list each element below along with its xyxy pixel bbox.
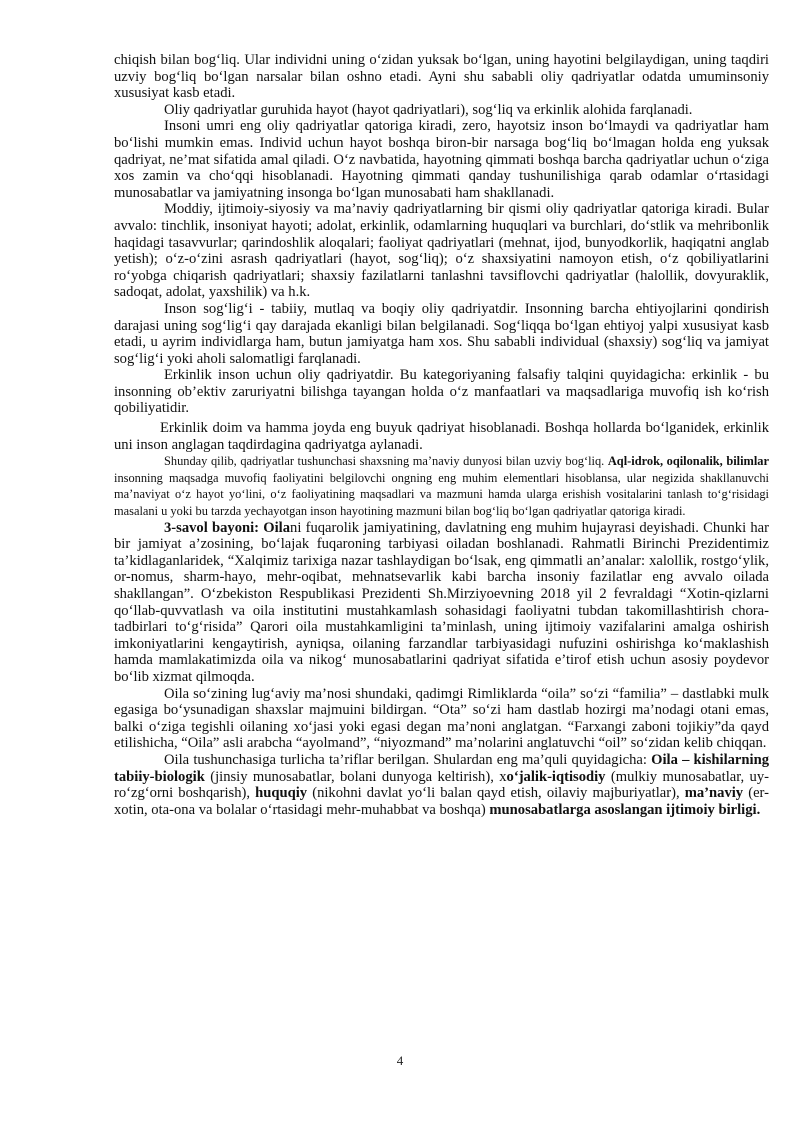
paragraph: Moddiy, ijtimoiy-siyosiy va ma’naviy qadriyatlarning bir qismi oliy qadriyatlar qatoriga kiradi. Bular avvalo: tinchlik, insoniyat hayoti; adolat, erkinlik, odamlarning huquqlari va burchlari, do‘stlik va mehribonlik haqidagi tasavvurlar; qarindoshlik aloqalari; faoliyat qadriyatlari (mehnat, ijod, bunyodkorlik, haqiqatni anglab yetish); o‘z-o‘zini asrash qadriyatlari (hayot, sog‘liq); o‘z shaxsiyatini namoyon etish, o‘z qobiliyatlarini ro‘yobga chiqarish qadriyatlari; shaxsiy fazilatlarni tanlashni tavsiflovchi qadriyatlar (halollik, dovyuraklik, sadoqat, adolat, yaxshilik) va h.k. bbox=[114, 201, 769, 301]
paragraph: Erkinlik inson uchun oliy qadriyatdir. Bu kategoriyaning falsafiy talqini quyidagicha: erkinlik - bu insonning ob’ektiv zaruriyatni bilishga tayangan holda o‘z manfaatlari va maqsadlariga muvofiq ish ko‘rish qobiliyatidir. bbox=[114, 367, 769, 417]
question-heading: 3-savol bayoni: Oila bbox=[164, 519, 291, 536]
bold-phrase: huquqiy bbox=[255, 785, 308, 802]
paragraph: Oila tushunchasiga turlicha ta’riflar berilgan. Shulardan eng ma’quli quyidagicha: Oila – kishilarning tabiiy-biologik (jinsiy munosabatlar, bolani dunyoga keltirish), xo‘jalik-iqtisodiy (mulkiy munosabatlar, uy-ro‘zg‘orni boshqarish), huquqiy (nikohni davlat yo‘li balan qayd etish, oilaviy majburiyatlar), ma’naviy (er-xotin, ota-ona va bolalar o‘rtasidagi mehr-muhabbat va boshqa) munosabatlarga asoslangan ijtimoiy birligi. bbox=[114, 751, 769, 818]
paragraph: 3-savol bayoni: Oilani fuqarolik jamiyatining, davlatning eng muhim hujayrasi deyishadi. Chunki har bir jamiyat a’zosining, bo‘lajak fuqaroning tarbiyasi oiladan boshlanadi. Rahmatli Birinchi Prezidentimiz ta’kidlaganlaridek, “Xalqimiz tarixiga nazar tashlaydigan bo‘lsak, eng qimmatli an’analar: xalollik, rostgo‘ylik, or-nomus, sharm-hayo, mehr-oqibat, mehnatsevarlik kabi barcha insoniy fazilatlar eng avvalo oilada shakllangan”. O‘zbekiston Respublikasi Prezidenti Sh.Mirziyoevning 2018 yil 2 fevraldagi “Xotin-qizlarni qo‘llab-quvvatlash va oila institutini mustahkamlash sohasidagi faoliyatni tubdan takomillashtirish chora-tadbirlari to‘g‘risida” Qarori oila mustahkamligini ta’minlash, uning ijtimoiy vazifalarini amalga oshirish imkoniyatlarini kengaytirish, ayniqsa, oilaning farzandlar tarbiyasidagi nufuzini oshirishga ko‘maklashish hamda mamlakatimizda oila va nikog‘ munosabatlarini qadriyat sifatida e’tirof etish uchun asosiy poydevor bo‘lib xizmat qilmoqda. bbox=[114, 519, 770, 685]
paragraph: Erkinlik doim va hamma joyda eng buyuk qadriyat hisoblanadi. Boshqa hollarda bo‘lganidek, erkinlik uni inson anglagan taqdirdagina qadriyatga aylanadi. bbox=[114, 420, 769, 453]
bold-phrase: Aql-idrok, oqilonalik, bilimlar bbox=[607, 454, 770, 469]
document-page bbox=[114, 52, 769, 818]
bold-phrase: Oila – kishilarning tabiiy-biologik bbox=[114, 751, 769, 785]
paragraph: Insoni umri eng oliy qadriyatlar qatoriga kiradi, zero, hayotsiz inson bo‘lmaydi va qadriyatlar ham bo‘lishi mumkin emas. Individ uchun hayot boshqa biron-bir narsaga bog‘liq bo‘lmagan holda eng yuksak qadriyat, ne’mat sifatida amal qiladi. O‘z navbatida, hayotning qimmati boshqa barcha qadriyatlar uchun o‘ziga xos zamin va cho‘qqi hisoblanadi. Hayotning qimmati qanday tushunilishiga qarab odamlar o‘rtasidagi munosabatlar va jamiyatning insonga bo‘lgan munosabati ham shakllanadi. bbox=[114, 118, 769, 201]
paragraph: Inson sog‘lig‘i - tabiiy, mutlaq va boqiy oliy qadriyatdir. Insonning barcha ehtiyojlarini qondirish darajasi uning sog‘lig‘i qay darajada ekanligi bilan belgilanadi. Sog‘liqqa bo‘lgan ehtiyoj yalpi xususiyat kasb etadi, u ayrim individlarga ham, butun jamiyatga ham xos. Shu sababli individual (shaxsiy) sog‘liq va jamiyat sog‘lig‘i yoki aholi salomatligi farqlanadi. bbox=[114, 300, 769, 367]
paragraph: Oila so‘zining lug‘aviy ma’nosi shundaki, qadimgi Rimliklarda “oila” so‘zi “familia” – dastlabki mulk egasiga bo‘ysunadigan shaxslar majmuini bildirgan. “Ota” so‘zi ham dastlab hozirgi ma’nodagi otani emas, balki o‘ziga tegishli oilaning xo‘jasi yoki egasi degan ma’noni anglatgan. “Farxangi zaboni tojikiy”da qayd etilishicha, “Oila” asli arabcha “ayolmand”, “niyozmand” ma’nolarini anglatuvchi “oil” so‘zidan kelib chiqqan. bbox=[114, 685, 769, 752]
bold-phrase: o‘jalik-iqtisodiy bbox=[506, 768, 606, 785]
bold-phrase: ma’naviy bbox=[684, 785, 744, 802]
page-number: 4 bbox=[396, 1053, 404, 1068]
bold-phrase: munosabatlarga asoslangan ijtimoiy birligi. bbox=[489, 801, 761, 818]
paragraph: Oliy qadriyatlar guruhida hayot (hayot qadriyatlari), sog‘liq va erkinlik alohida farqlanadi. bbox=[164, 101, 693, 118]
paragraph: chiqish bilan bog‘liq. Ular individni uning o‘zidan yuksak bo‘lgan, uning hayotini belgilaydigan, uning taqdiri uzviy bog‘liq bo‘lgan narsalar bilan oshno etadi. Ayni shu sababli oliy qadriyatlar odatda umuminsoniy xususiyat kasb etadi. bbox=[114, 52, 769, 102]
paragraph-small: Shunday qilib, qadriyatlar tushunchasi shaxsning ma’naviy dunyosi bilan uzviy bog‘liq. Aql-idrok, oqilonalik, bilimlar insonning maqsadga muvofiq faoliyatini belgilovchi ongning eng muhim elementlari hisoblansa, ular negizida shakllanuvchi ma’naviyat o‘z hayot yo‘lini, o‘z faoliyatining maqsadlari va mazmuni hamda ularga erishish vositalarini tanlash to‘g‘risidagi masalani u yoki bu tarzda yechayotgan inson hayotining mazmuni bilan bog‘liq bo‘lgan qadriyatlar qatoriga kiradi. bbox=[114, 454, 770, 519]
